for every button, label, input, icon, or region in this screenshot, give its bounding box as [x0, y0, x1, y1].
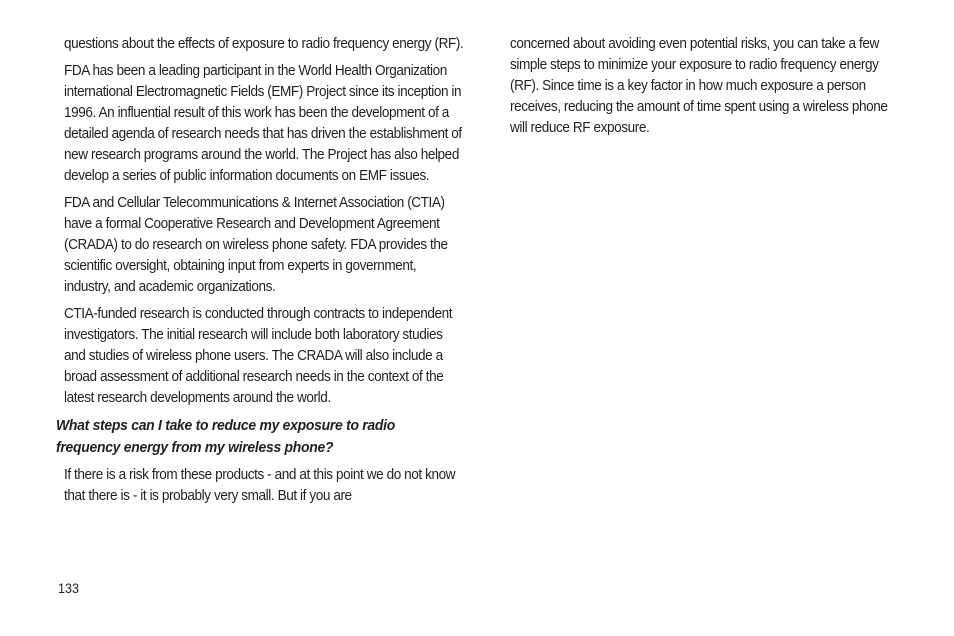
section-heading-reduce-exposure: What steps can I take to reduce my exposure to radio frequency energy from my wireless phone? — [56, 417, 395, 456]
page-number: 133 — [58, 581, 79, 596]
paragraph-ctia-crada: FDA and Cellular Telecommunications & Internet Association (CTIA) have a formal Cooperative Research and Development Agreement (CRADA) to do research on wireless phone safety. FDA provides the scientific oversight, obtaining input from experts in government, industry, and academic organizations. — [64, 195, 448, 295]
left-column — [56, 34, 464, 507]
paragraph-who-emf-project: FDA has been a leading participant in the World Health Organization international Electromagnetic Fields (EMF) Project since its inception in 1996. An influential result of this work has been the development of a detailed agenda of research needs that has driven the establishment of new research programs around the world. The Project has also helped develop a series of public information documents on EMF issues. — [64, 63, 462, 184]
paragraph-risk: If there is a risk from these products - and at this point we do not know that there is - it is probably very small. But if you are — [64, 467, 456, 504]
paragraph-minimize-exposure: concerned about avoiding even potential risks, you can take a few simple steps to minimize your exposure to radio frequency energy (RF). Since time is a key factor in how much exposure a person receives, reducing the amount of time spent using a wireless phone will reduce RF exposure. — [510, 36, 888, 136]
paragraph-rf-questions: questions about the effects of exposure to radio frequency energy (RF). — [64, 36, 464, 52]
right-column — [510, 34, 905, 139]
paragraph-ctia-research: CTIA-funded research is conducted through contracts to independent investigators. The initial research will include both laboratory studies and studies of wireless phone users. The CRADA will also include a broad assessment of additional research needs in the context of the latest research developments around the world. — [64, 306, 453, 406]
